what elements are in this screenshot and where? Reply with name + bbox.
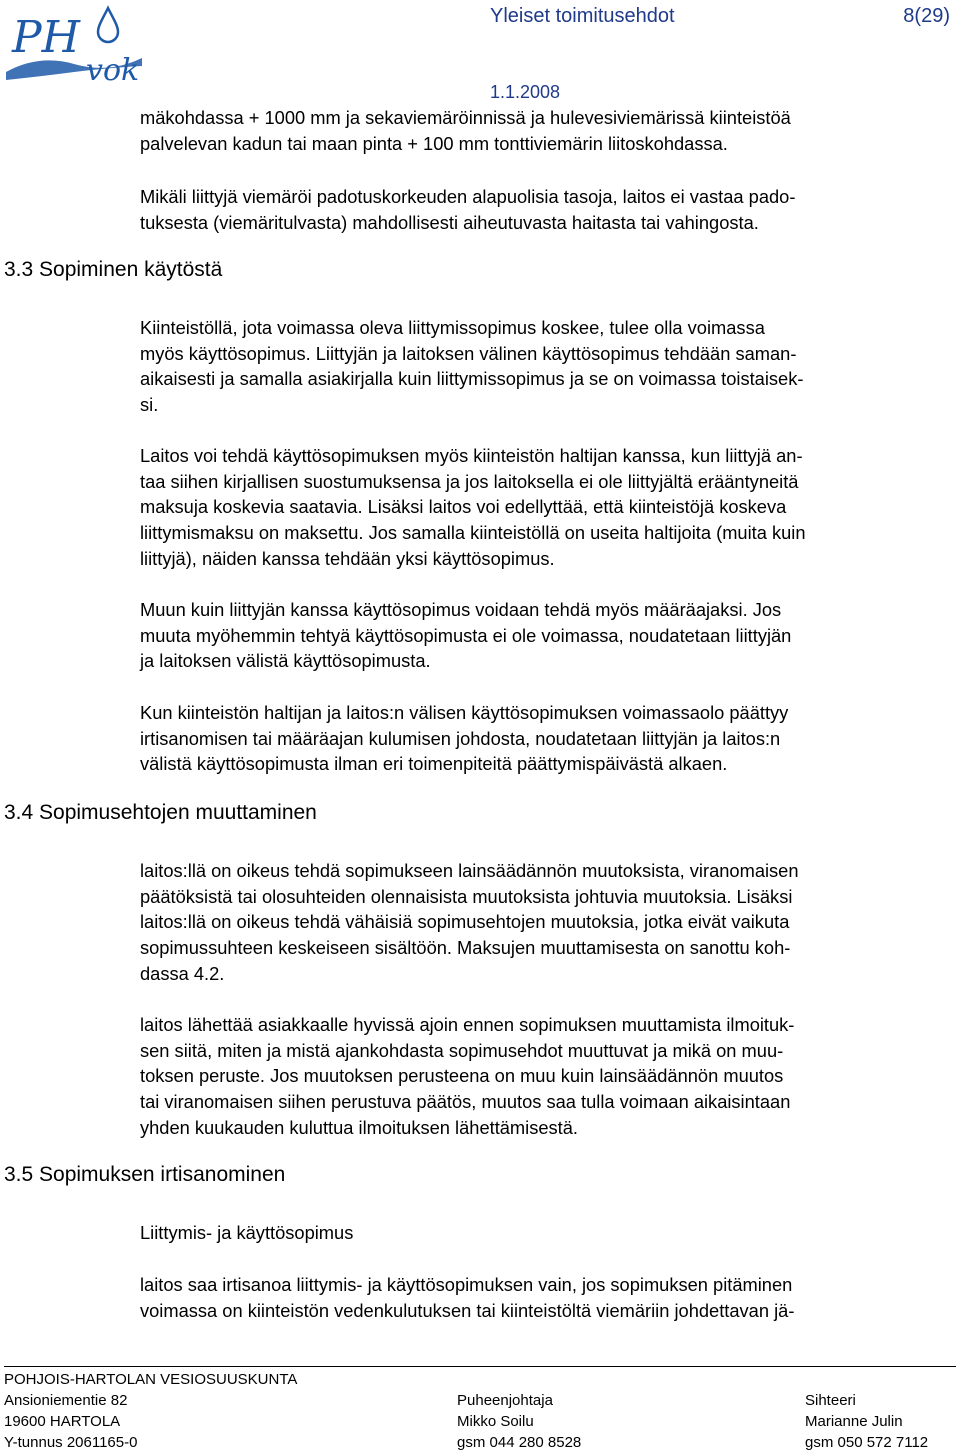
page-number: 8(29)	[903, 5, 950, 27]
footer-divider	[4, 1366, 956, 1367]
section-heading-3-5: 3.5 Sopimuksen irtisanominen	[4, 1163, 286, 1186]
paragraph-fixed-term: Muun kuin liittyjän kanssa käyttösopimus voidaan tehdä myös määräajaksi. Jos muuta myöhemmin tehtyä käyttösopimusta ei ole voimassa, noudatetaan liittyjän ja laitoksen välistä käyttösopimusta.	[140, 599, 792, 672]
footer-secretary	[805, 1390, 928, 1453]
section-heading-3-4: 3.4 Sopimusehtojen muuttaminen	[4, 801, 317, 824]
logo-ph: PH	[12, 12, 80, 63]
organization-logo	[4, 2, 144, 88]
footer-business-id: Y-tunnus 2061165-0	[4, 1434, 138, 1451]
footer-secretary-phone: gsm 050 572 7112	[805, 1434, 929, 1451]
footer-secretary-name: Marianne Julin	[805, 1413, 903, 1430]
subheading-connection-usage-contract: Liittymis- ja käyttösopimus	[140, 1222, 354, 1243]
footer-secretary-title: Sihteeri	[805, 1392, 856, 1409]
paragraph-contract-ending: Kun kiinteistön haltijan ja laitos:n välisen käyttösopimuksen voimassaolo päättyy irtisanomisen tai määräajan kulumisen johdosta, noudatetaan liittyjän ja laitos:n välistä käyttösopimusta ilman eri toimenpiteitä päättymispäivästä alkaen.	[140, 702, 789, 775]
paragraph-usage-contract: Kiinteistöllä, jota voimassa oleva liittymissopimus koskee, tulee olla voimassa myös käyttösopimus. Liittyjän ja laitoksen välinen käyttösopimus tehdään saman- aikaisesti ja samalla asiakirjalla kuin liittymissopimus ja se on voimassa toistaisek- si.	[140, 317, 804, 416]
document-title: Yleiset toimitusehdot	[490, 5, 675, 27]
paragraph-terms-change-rights: laitos:llä on oikeus tehdä sopimukseen lainsäädännön muutoksista, viranomaisen päätöksistä tai olosuhteiden olennaisista muutoksista johtuvia muutoksia. Lisäksi laitos:llä on oikeus tehdä vähäisiä sopimusehtojen muutoksia, jotka eivät vaikuta sopimussuhteen keskeiseen sisältöön. Maksujen muuttamisesta on sanottu koh- dassa 4.2.	[140, 860, 799, 984]
paragraph-termination: laitos saa irtisanoa liittymis- ja käyttösopimuksen vain, jos sopimuksen pitäminen voimassa on kiinteistön vedenkulutuksen tai kiinteistöltä viemäriin johdettavan jä-	[140, 1274, 795, 1321]
water-drop-icon	[98, 8, 118, 42]
document-date: 1.1.2008	[490, 82, 561, 102]
section-heading-3-3: 3.3 Sopiminen käytöstä	[4, 258, 223, 281]
logo-vok: vok	[86, 53, 140, 88]
footer-chair-title: Puheenjohtaja	[457, 1392, 553, 1409]
paragraph-backflow-liability: Mikäli liittyjä viemäröi padotuskorkeuden alapuolisia tasoja, laitos ei vastaa pado- tuksesta (viemäritulvasta) mahdollisesti aiheutuvasta haitasta tai vahingosta.	[140, 186, 796, 233]
footer-address: Ansioniementie 82	[4, 1392, 128, 1409]
footer-chair-name: Mikko Soilu	[457, 1413, 534, 1430]
footer-chair-phone: gsm 044 280 8528	[457, 1434, 582, 1451]
footer-org-name: POHJOIS-HARTOLAN VESIOSUUSKUNTA	[4, 1371, 298, 1388]
footer-postal: 19600 HARTOLA	[4, 1413, 121, 1430]
footer-chairperson	[457, 1390, 581, 1453]
paragraph-holder-contract: Laitos voi tehdä käyttösopimuksen myös kiinteistön haltijan kanssa, kun liittyjä an- taa siihen kirjallisen suostumuksensa ja jos laitoksella ei ole liittyjältä erääntyneitä maksuja koskevia saatavia. Lisäksi laitos voi edellyttää, että kiinteistöjä koskeva liittymismaksu on maksettu. Jos samalla kiinteistöllä on useita haltijoita (muita kuin liittyjä), näiden kanssa tehdään yksi käyttösopimus.	[140, 445, 806, 569]
footer-organization	[4, 1369, 297, 1453]
paragraph-measurement-points: mäkohdassa + 1000 mm ja sekaviemäröinnissä ja hulevesiviemärissä kiinteistöä palvelevan kadun tai maan pinta + 100 mm tonttiviemärin liitoskohdassa.	[140, 107, 791, 154]
paragraph-change-notification: laitos lähettää asiakkaalle hyvissä ajoin ennen sopimuksen muuttamista ilmoituk- sen siitä, miten ja mistä ajankohdasta sopimusehdot muuttuvat ja mikä on muu- toksen peruste. Jos muutoksen perusteena on muu kuin lainsäädännön muutos tai viranomaisen siihen perustuva päätös, muutos saa tulla voimaan aikaisintaan yhden kuukauden kuluttua ilmoituksen lähettämisestä.	[140, 1014, 795, 1138]
